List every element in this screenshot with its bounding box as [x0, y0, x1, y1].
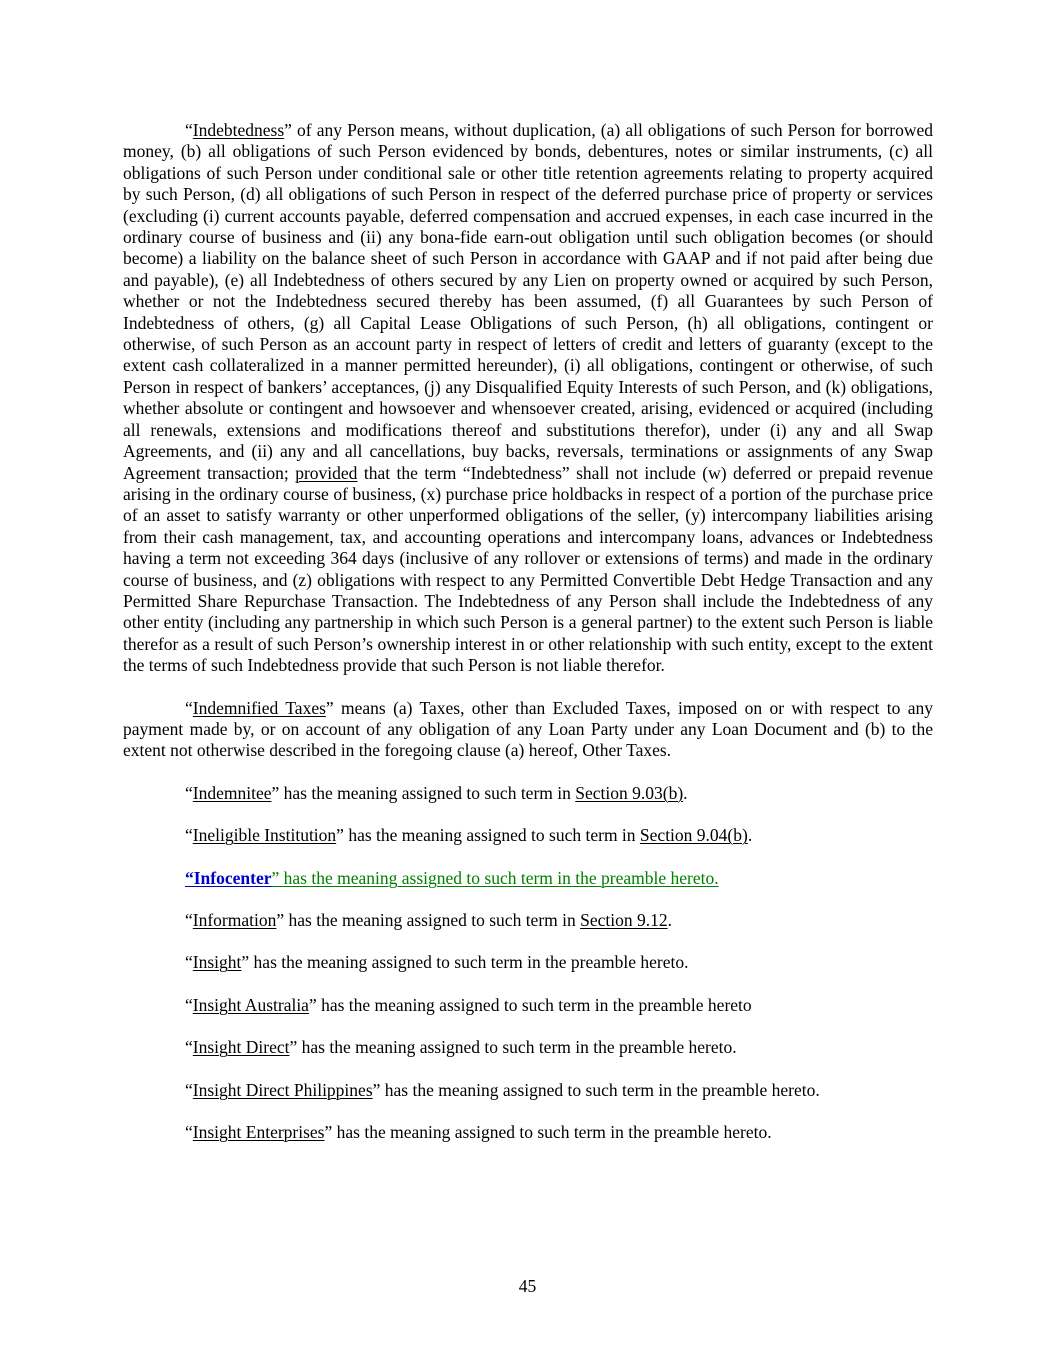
text-segment: ” has the meaning assigned to such term in the preamble hereto. [241, 952, 689, 973]
text-segment: Section 9.03(b) [575, 782, 684, 803]
text-segment: Indemnitee [192, 782, 272, 803]
text-segment: “ [185, 120, 193, 140]
text-segment: that the term “Indebtedness” shall not include (w) deferred or prepaid revenue arising in the ordinary course of business, (x) purchase price holdbacks in respect of a portion of the purchase price of an asset to satisfy warranty or other unperformed obligations of the seller, (y) intercompany liabilities arising from their cash management, tax, and accounting operations and intercompany loans, advances or Indebtedness having a term not exceeding 364 days (inclusive of any rollover or extensions of terms) and made in the ordinary course of business, and (z) obligations with respect to any Permitted Convertible Debt Hedge Transaction and any Permitted Share Repurchase Transaction. The Indebtedness of any Person shall include the Indebtedness of any other entity (including any partnership in which such Person is a general partner) to the extent such Person is liable therefor as a result of such Person’s ownership interest in or other relationship with such entity, except to the extent the terms of such Indebtedness provide that such Person is not liable therefor. [123, 462, 933, 676]
text-segment: “ [185, 1037, 193, 1058]
definition-indemnified-taxes [123, 698, 933, 762]
page-number: 45 [518, 1276, 537, 1296]
text-segment: Insight Direct [192, 1037, 290, 1058]
text-segment: . [667, 910, 672, 930]
text-segment: ” has the meaning assigned to such term in the preamble hereto. [372, 1079, 820, 1100]
definition-insight-direct [123, 1037, 933, 1058]
text-segment: “ [185, 782, 193, 803]
text-segment: Insight Enterprises [192, 1122, 325, 1143]
text-segment: ” has the meaning assigned to such term in the preamble hereto. [324, 1122, 772, 1143]
text-segment: ” has the meaning assigned to such term in [276, 910, 581, 930]
text-segment: ” has the meaning assigned to such term in the preamble hereto. [289, 1037, 737, 1058]
text-segment: . [683, 782, 688, 803]
definition-information [123, 910, 933, 931]
text-segment: Section 9.04(b) [639, 825, 748, 846]
text-segment: ” of any Person means, without duplication, (a) all obligations of such Person for borrowed money, (b) all obligations of such Person evidenced by bonds, debentures, notes or similar instruments, (c) all obligations of such Person under conditional sale or other title retention agreements relating to property acquired by such Person, (d) all obligations of such Person in respect of the deferred purchase price of property or services (excluding (i) current accounts payable, deferred compensation and accrued expenses, in each case incurred in the ordinary course of business and (ii) any bona-fide earn-out obligation until such obligation becomes (or should become) a liability on the balance sheet of such Person in accordance with GAAP and if not paid after being due and payable), (e) all Indebtedness of others secured by any Lien on property owned or acquired by such Person, whether or not the Indebtedness secured thereby has been assumed, (f) all Guarantees by such Person of Indebtedness of others, (g) all Capital Lease Obligations of such Person, (h) all obligations, contingent or otherwise, of such Person as an account party in respect of letters of credit and letters of guaranty (except to the extent cash collateralized in a manner permitted hereunder), (i) all obligations, contingent or otherwise, of such Person in respect of bankers’ acceptances, (j) any Disqualified Equity Interests of such Person, and (k) obligations, whether absolute or contingent and howsoever and whensoever created, arising, evidenced or acquired (including all renewals, extensions and modifications thereof and substitutions therefor), under (i) any and all Swap Agreements, and (ii) any and all cancellations, buy backs, reversals, terminations or assignments of any Swap Agreement transaction; [123, 120, 933, 483]
definition-ineligible-institution [123, 825, 933, 846]
text-segment: “ [185, 994, 193, 1015]
text-segment: Section 9.12 [580, 910, 668, 930]
definition-insight-enterprises [123, 1122, 933, 1143]
text-segment: “ [185, 1122, 193, 1143]
definition-insight-australia [123, 995, 933, 1016]
text-segment: ” has the meaning assigned to such term in the preamble hereto [308, 994, 752, 1015]
text-segment: Insight Australia [192, 994, 309, 1015]
definition-insight [123, 952, 933, 973]
definition-infocenter [123, 868, 933, 889]
text-segment: ” has the meaning assigned to such term in the preamble hereto. [271, 867, 719, 888]
text-segment: Insight Direct Philippines [192, 1079, 373, 1100]
text-segment: “ [185, 952, 193, 973]
document-body [123, 120, 933, 1164]
text-segment: “ [185, 1079, 193, 1100]
text-segment: Indebtedness [192, 120, 285, 140]
text-segment: ” means (a) Taxes, other than Excluded Taxes, imposed on or with respect to any payment made by, or on account of any obligation of any Loan Party under any Loan Document and (b) to the extent not otherwise described in the foregoing clause (a) hereof, Other Taxes. [123, 697, 933, 761]
text-segment: “ [185, 910, 193, 930]
definition-insight-direct-philippines [123, 1080, 933, 1101]
text-segment: “ [185, 825, 193, 846]
text-segment: “Infocenter [185, 867, 272, 888]
text-segment: ” has the meaning assigned to such term in [271, 782, 576, 803]
text-segment: Ineligible Institution [192, 825, 337, 846]
text-segment: . [747, 825, 753, 846]
definition-indebtedness [123, 120, 933, 677]
text-segment: “ [185, 697, 193, 718]
text-segment: provided [295, 462, 358, 483]
text-segment: Indemnified Taxes [192, 697, 326, 718]
text-segment: Information [192, 910, 277, 930]
text-segment: Insight [192, 952, 242, 973]
text-segment: ” has the meaning assigned to such term in [336, 825, 640, 846]
definition-indemnitee [123, 783, 933, 804]
